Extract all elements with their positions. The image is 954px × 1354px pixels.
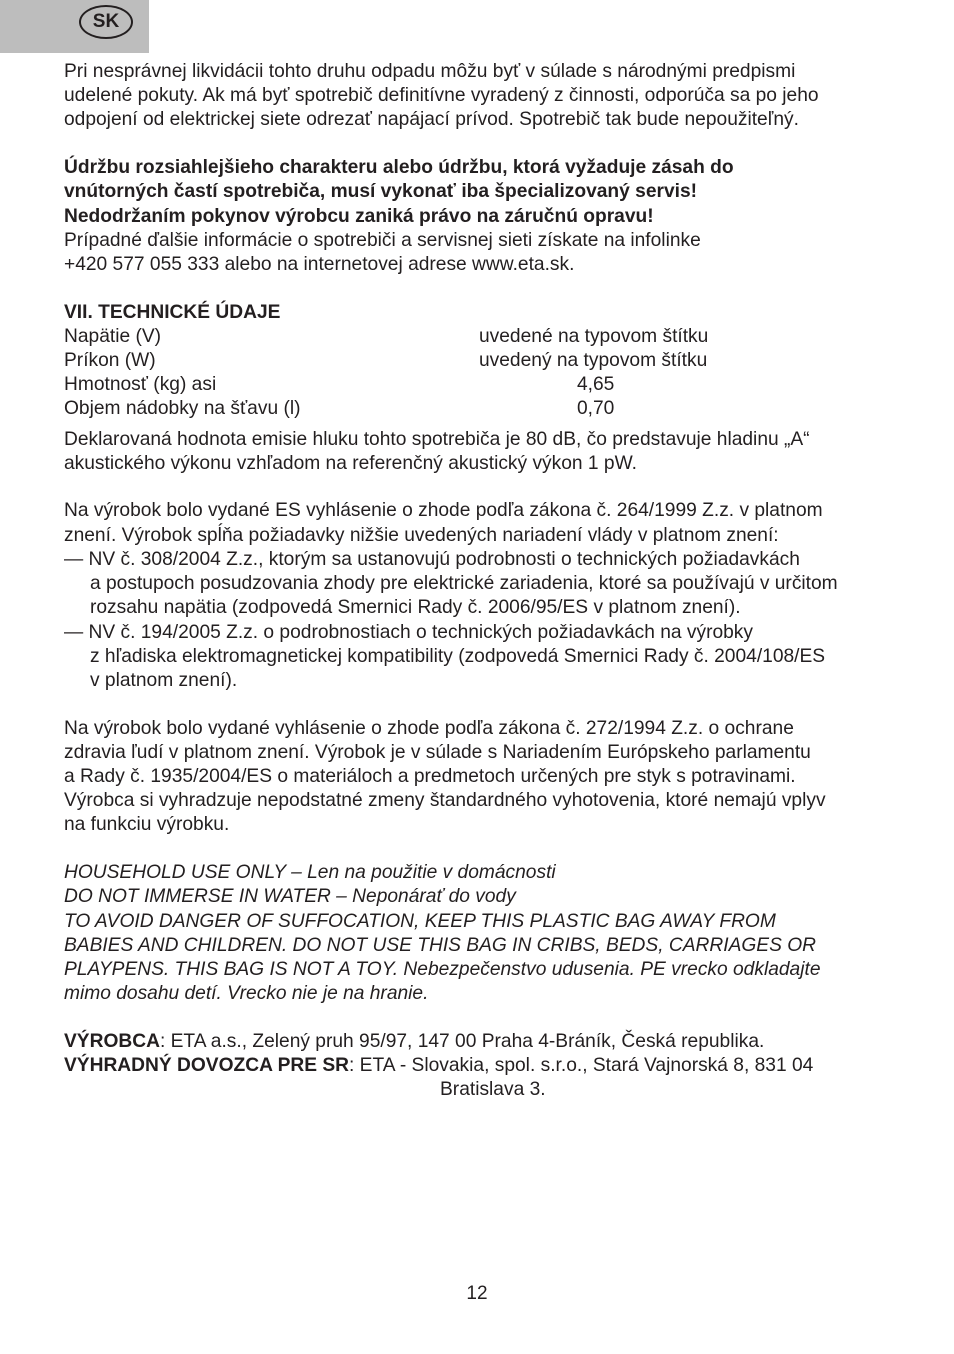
spec-label: Hmotnosť (kg) asi bbox=[64, 374, 217, 396]
service-paragraph bbox=[64, 156, 904, 277]
company-info bbox=[64, 1030, 904, 1103]
text-line: udelené pokuty. Ak má byť spotrebič definitívne vyradený z činnosti, odporúča sa po jeho bbox=[64, 85, 819, 107]
text-line: Na výrobok bolo vydané ES vyhlásenie o zhode podľa zákona č. 264/1999 Z.z. v platnom bbox=[64, 500, 823, 522]
warnings-paragraph bbox=[64, 861, 904, 1006]
food-contact-paragraph bbox=[64, 717, 904, 838]
spec-label: Príkon (W) bbox=[64, 350, 156, 372]
page-content bbox=[64, 60, 904, 1102]
warning-line: DO NOT IMMERSE IN WATER – Neponárať do vody bbox=[64, 886, 516, 908]
list-item-line: v platnom znení). bbox=[90, 669, 238, 691]
text-line: Pri nesprávnej likvidácii tohto druhu odpadu môžu byť v súlade s národnými predpismi bbox=[64, 61, 796, 82]
spec-label: Napätie (V) bbox=[64, 325, 162, 347]
importer-line bbox=[64, 1054, 904, 1078]
warning-line: mimo dosahu detí. Vrecko nie je na hranie. bbox=[64, 983, 429, 1005]
list-item-line: — NV č. 194/2005 Z.z. o podrobnostiach o technických požiadavkách na výrobky bbox=[64, 621, 753, 643]
bold-line: Údržbu rozsiahlejšieho charakteru alebo údržbu, ktorá vyžaduje zásah do bbox=[64, 157, 734, 179]
spec-value: 0,70 bbox=[577, 398, 615, 420]
list-item-line: a postupoch posudzovania zhody pre elektrické zariadenia, ktoré sa používajú v určitom bbox=[90, 573, 838, 595]
text-line: Deklarovaná hodnota emisie hluku tohto spotrebiča je 80 dB, čo predstavuje hladinu „A“ bbox=[64, 428, 810, 450]
manufacturer-text: : ETA a.s., Zelený pruh 95/97, 147 00 Praha 4-Bráník, Česká republika. bbox=[159, 1030, 765, 1052]
warning-line: PLAYPENS. THIS BAG IS NOT A TOY. Nebezpečenstvo udusenia. PE vrecko odkladajte bbox=[64, 958, 821, 980]
text-line: Na výrobok bolo vydané vyhlásenie o zhode podľa zákona č. 272/1994 Z.z. o ochrane bbox=[64, 717, 794, 739]
spec-value: uvedený na typovom štítku bbox=[479, 350, 708, 372]
disposal-paragraph bbox=[64, 60, 904, 133]
importer-city: Bratislava 3. bbox=[440, 1079, 546, 1101]
list-item-line: — NV č. 308/2004 Z.z., ktorým sa ustanovujú podrobnosti o technických požiadavkách bbox=[64, 548, 800, 570]
text-line: zdravia ľudí v platnom znení. Výrobok je v súlade s Nariadením Európskeho parlamentu bbox=[64, 741, 811, 763]
manufacturer-line bbox=[64, 1030, 904, 1054]
text-line: a Rady č. 1935/2004/ES o materiáloch a predmetoch určených pre styk s potravinami. bbox=[64, 766, 796, 788]
text-line: Výrobca si vyhradzuje nepodstatné zmeny štandardného vyhotovenia, ktoré nemajú vplyv bbox=[64, 790, 826, 812]
bold-line: vnútorných častí spotrebiča, musí vykonať iba špecializovaný servis! bbox=[64, 181, 698, 203]
list-item-line: rozsahu napätia (zodpovedá Smernici Rady č. 2006/95/ES v platnom znení). bbox=[90, 597, 741, 619]
technical-specs bbox=[64, 301, 904, 422]
manufacturer-label: VÝROBCA bbox=[64, 1030, 160, 1052]
text-line: na funkciu výrobku. bbox=[64, 814, 230, 836]
spec-row bbox=[64, 397, 904, 421]
text-line: znení. Výrobok spĺňa požiadavky nižšie uvedených nariadení vlády v platnom znení: bbox=[64, 524, 779, 546]
spec-label: Objem nádobky na šťavu (l) bbox=[64, 398, 301, 420]
text-line: odpojení od elektrickej siete odrezať napájací prívod. Spotrebič tak bude nepoužiteľný. bbox=[64, 109, 799, 131]
importer-text: : ETA - Slovakia, spol. s.r.o., Stará Vajnorská 8, 831 04 bbox=[349, 1055, 814, 1077]
text-line: akustického výkonu vzhľadom na referenčný akustický výkon 1 pW. bbox=[64, 452, 637, 474]
spec-row bbox=[64, 349, 904, 373]
warning-line: BABIES AND CHILDREN. DO NOT USE THIS BAG IN CRIBS, BEDS, CARRIAGES OR bbox=[64, 934, 817, 956]
list-item-line: z hľadiska elektromagnetickej kompatibility (zodpovedá Smernici Rady č. 2004/108/ES bbox=[90, 645, 826, 667]
warning-line: HOUSEHOLD USE ONLY – Len na použitie v domácnosti bbox=[64, 862, 556, 884]
warning-line: TO AVOID DANGER OF SUFFOCATION, KEEP THIS PLASTIC BAG AWAY FROM bbox=[64, 910, 776, 932]
text-line: Prípadné ďalšie informácie o spotrebiči a servisnej sieti získate na infolinke bbox=[64, 229, 701, 251]
language-tab bbox=[0, 0, 149, 53]
list-item bbox=[64, 548, 904, 621]
importer-label: VÝHRADNÝ DOVOZCA PRE SR bbox=[64, 1055, 350, 1077]
specs-heading: VII. TECHNICKÉ ÚDAJE bbox=[64, 301, 281, 323]
spec-row bbox=[64, 325, 904, 349]
bold-line: Nedodržaním pokynov výrobcu zaniká právo na záručnú opravu! bbox=[64, 205, 654, 227]
spec-value: uvedené na typovom štítku bbox=[479, 325, 709, 347]
noise-paragraph bbox=[64, 428, 904, 476]
spec-value: 4,65 bbox=[577, 374, 615, 396]
list-item bbox=[64, 621, 904, 694]
text-line: +420 577 055 333 alebo na internetovej adrese www.eta.sk. bbox=[64, 253, 575, 275]
page-number: 12 bbox=[466, 1283, 488, 1304]
conformity-paragraph bbox=[64, 499, 904, 693]
language-badge: SK bbox=[79, 5, 133, 39]
spec-row bbox=[64, 373, 904, 397]
